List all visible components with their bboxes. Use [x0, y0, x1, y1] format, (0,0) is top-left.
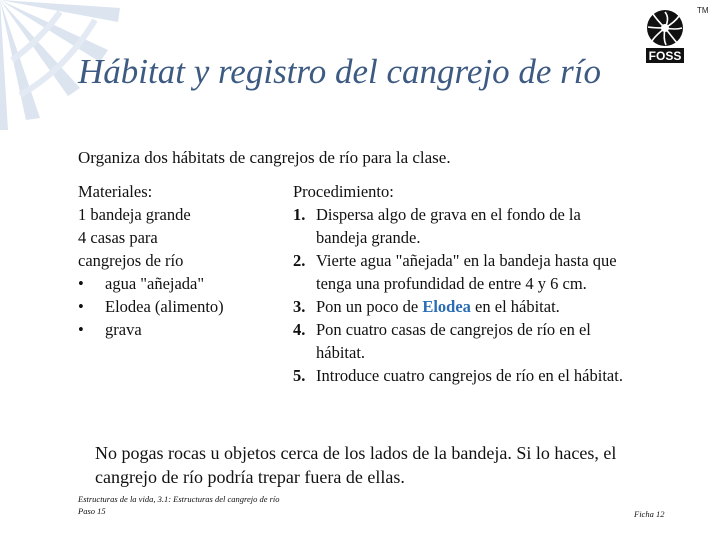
warning-note: No pogas rocas u objetos cerca de los lados de la bandeja. Si lo haces, el cangrejo de río podría trepar fuera de ellas.: [95, 443, 617, 487]
materials-bullet-item: • agua "añejada": [78, 274, 205, 293]
procedure-step: 2. Vierte agua "añejada" en la bandeja hasta que tenga una profundidad de entre 4 y 6 cm.: [293, 251, 617, 293]
footer-page-label: Ficha 12: [634, 509, 665, 519]
footer-step: Paso 15: [78, 506, 106, 516]
materials-bullet-item: • Elodea (alimento): [78, 297, 224, 316]
materials-line: cangrejos de río: [78, 251, 184, 270]
footer-source: [78, 493, 280, 517]
procedure-step: 1. Dispersa algo de grava en el fondo de la bandeja grande.: [293, 205, 581, 247]
elodea-highlight: Elodea: [422, 297, 471, 316]
materials-list: [78, 272, 278, 341]
logo-text: FOSS: [648, 49, 682, 63]
footer-source-line: Estructuras de la vida, 3.1: Estructuras del cangrejo de río: [78, 494, 280, 504]
slide-title: Hábitat y registro del cangrejo de río: [78, 52, 601, 91]
trademark-symbol: TM: [697, 6, 709, 15]
bullet-icon: •: [78, 320, 84, 339]
intro-text: Organiza dos hábitats de cangrejos de río para la clase.: [78, 148, 451, 167]
procedure-section: [293, 180, 633, 387]
materials-line: 1 bandeja grande: [78, 205, 191, 224]
foss-logo: [645, 8, 685, 66]
procedure-step: 4. Pon cuatro casas de cangrejos de río en el hábitat.: [293, 320, 591, 362]
procedure-steps: [293, 203, 633, 387]
materials-bullet-item: • grava: [78, 320, 142, 339]
procedure-heading: Procedimiento:: [293, 182, 394, 201]
bullet-icon: •: [78, 274, 84, 293]
materials-section: [78, 180, 278, 341]
materials-line: 4 casas para: [78, 228, 158, 247]
procedure-step: 5. Introduce cuatro cangrejos de río en el hábitat.: [293, 366, 623, 385]
materials-heading: Materiales:: [78, 182, 153, 201]
procedure-step: 3. Pon un poco de Elodea en el hábitat.: [293, 297, 560, 316]
bullet-icon: •: [78, 297, 84, 316]
